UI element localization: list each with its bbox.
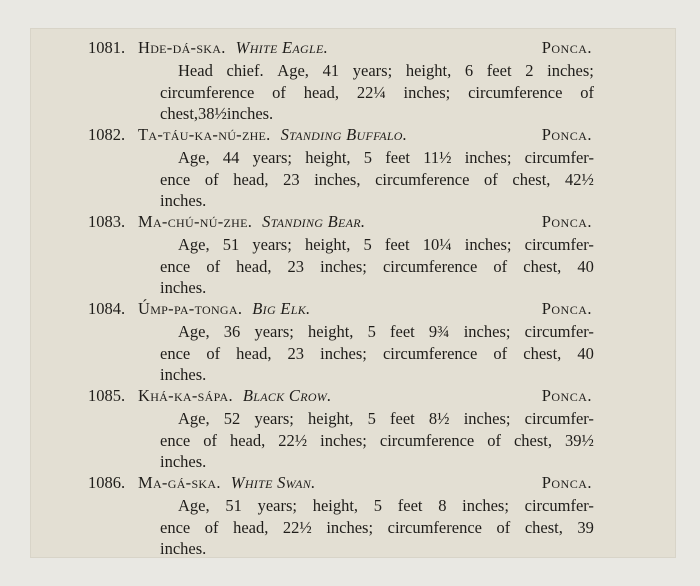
- entry-number: 1083.: [88, 212, 126, 231]
- native-name: Khá-ka-sápa.: [138, 386, 233, 405]
- word: circumference: [160, 82, 255, 102]
- word: inches.: [160, 278, 207, 297]
- word: inches.: [160, 365, 207, 384]
- word: 23: [283, 169, 300, 189]
- word: Age,: [178, 322, 210, 341]
- word: circumference: [382, 343, 478, 363]
- word: 40: [577, 343, 594, 363]
- word: 36: [223, 322, 241, 341]
- description-line: [160, 169, 594, 191]
- entry-name: [138, 299, 310, 319]
- word: chest,: [513, 430, 553, 450]
- word: head,: [303, 82, 339, 102]
- word: inches.: [160, 452, 207, 471]
- word: 8½: [428, 409, 450, 428]
- word: Age,: [178, 496, 210, 515]
- word: inches;: [547, 61, 594, 80]
- word: ence: [160, 169, 191, 189]
- tribe-label: Ponca.: [541, 473, 592, 492]
- description-line: [160, 234, 594, 256]
- word: inches;: [464, 148, 512, 167]
- word: feet: [397, 496, 423, 515]
- description-line: [160, 343, 594, 365]
- entry-description: [160, 408, 594, 473]
- word: 51: [222, 235, 240, 254]
- english-name: White Eagle.: [235, 38, 329, 57]
- entry-description: [160, 234, 594, 299]
- description-line: [160, 408, 594, 430]
- word: inches;: [403, 82, 451, 102]
- word: inches;: [462, 496, 509, 515]
- word: chest,: [524, 517, 563, 537]
- description-line: [160, 147, 594, 169]
- word: 39: [577, 517, 594, 537]
- english-name: Standing Bear.: [262, 212, 366, 231]
- word: 38½: [198, 104, 227, 123]
- catalog-entry: [30, 299, 676, 386]
- word: of: [580, 82, 594, 102]
- word: 9¾: [428, 322, 450, 341]
- word: circumfer-: [524, 409, 594, 428]
- entry-heading: [30, 473, 676, 495]
- description-line: [160, 190, 594, 212]
- word: inches,: [314, 169, 361, 189]
- word: circumfer-: [524, 496, 594, 515]
- word: of: [487, 430, 501, 450]
- description-line: [160, 82, 594, 104]
- word: 40: [577, 256, 594, 276]
- word: 22½: [278, 430, 308, 450]
- description-line: [160, 538, 594, 560]
- word: inches;: [326, 517, 374, 537]
- word: head,: [233, 517, 269, 537]
- entry-heading: [30, 38, 676, 60]
- word: 5: [367, 409, 376, 428]
- description-line: [160, 256, 594, 278]
- word: years;: [352, 61, 393, 80]
- word: 5: [363, 148, 373, 167]
- word: circumfer-: [524, 235, 594, 254]
- word: of: [206, 343, 221, 363]
- entry-number: 1084.: [88, 299, 126, 318]
- description-line: [160, 495, 594, 517]
- word: chest,: [160, 104, 199, 123]
- entry-description: [160, 60, 594, 125]
- entry-heading: [30, 299, 676, 321]
- word: height,: [405, 61, 452, 80]
- entry-number: 1085.: [88, 386, 126, 405]
- entry-number: 1086.: [88, 473, 126, 492]
- word: Age,: [178, 235, 210, 254]
- word: ence: [160, 430, 191, 450]
- word: 51: [225, 496, 242, 515]
- word: 5: [363, 235, 372, 254]
- word: feet: [390, 322, 415, 341]
- word: inches.: [160, 539, 207, 558]
- word: 41: [322, 61, 340, 80]
- word: circumference: [375, 169, 470, 189]
- entry-description: [160, 495, 594, 560]
- native-name: Úmp-pa-tonga.: [138, 299, 243, 318]
- catalog-entry: [30, 38, 676, 125]
- word: 10¼: [422, 235, 452, 254]
- english-name: Standing Buffalo.: [280, 125, 408, 144]
- word: of: [493, 256, 508, 276]
- word: of: [203, 430, 217, 450]
- word: feet: [486, 61, 512, 80]
- word: 5: [373, 496, 383, 515]
- entry-name: [138, 386, 332, 406]
- word: years;: [252, 235, 292, 254]
- word: head,: [233, 169, 269, 189]
- tribe-label: Ponca.: [541, 38, 592, 57]
- entry-name: [138, 212, 365, 232]
- native-name: Ta-táu-ka-nú-zhe.: [138, 125, 271, 144]
- word: head,: [229, 430, 266, 450]
- entry-description: [160, 147, 594, 212]
- word: ence: [160, 256, 191, 276]
- word: height,: [308, 409, 354, 428]
- word: Head: [178, 61, 213, 80]
- word: of: [206, 256, 221, 276]
- word: of: [204, 517, 219, 537]
- description-line: [160, 517, 594, 539]
- word: height,: [304, 235, 351, 254]
- word: ence: [160, 343, 191, 363]
- word: 2: [525, 61, 534, 80]
- word: 52: [223, 409, 241, 428]
- word: Age,: [277, 61, 309, 80]
- word: feet: [384, 235, 410, 254]
- word: 11½: [423, 148, 452, 167]
- word: height,: [312, 496, 359, 515]
- entry-name: [138, 473, 316, 493]
- word: years;: [254, 322, 294, 341]
- word: years;: [257, 496, 297, 515]
- word: height,: [305, 148, 351, 167]
- tribe-label: Ponca.: [541, 212, 592, 231]
- word: 44: [222, 148, 240, 167]
- english-name: Black Crow.: [242, 386, 332, 405]
- tribe-label: Ponca.: [541, 125, 592, 144]
- entry-name: [138, 125, 407, 145]
- entry-name: [138, 38, 328, 58]
- word: circumference: [382, 256, 478, 276]
- word: feet: [390, 409, 415, 428]
- word: 42½: [565, 169, 594, 189]
- word: 22¼: [356, 82, 386, 102]
- word: head,: [236, 256, 272, 276]
- entry-number: 1081.: [88, 38, 126, 57]
- word: 23: [287, 256, 305, 276]
- word: chest,: [512, 169, 551, 189]
- catalog-entry: [30, 386, 676, 473]
- entry-description: [160, 321, 594, 386]
- word: inches;: [320, 343, 367, 363]
- tribe-label: Ponca.: [541, 386, 592, 405]
- catalog-entry: [30, 125, 676, 212]
- word: inches;: [464, 235, 512, 254]
- word: circumfer-: [524, 148, 594, 167]
- description-line: [160, 430, 594, 452]
- word: 8: [438, 496, 447, 515]
- word: years;: [254, 409, 294, 428]
- word: circumference: [468, 82, 563, 102]
- word: inches;: [320, 256, 367, 276]
- word: years;: [252, 148, 292, 167]
- word: of: [272, 82, 286, 102]
- word: of: [496, 517, 511, 537]
- description-line: [160, 277, 594, 299]
- description-line: [160, 451, 594, 473]
- native-name: Hde-dá-ska.: [138, 38, 226, 57]
- word: inches.: [226, 104, 274, 123]
- word: of: [493, 343, 508, 363]
- word: 6: [464, 61, 474, 80]
- entry-heading: [30, 125, 676, 147]
- word: 22½: [282, 517, 312, 537]
- word: Age,: [178, 409, 210, 428]
- word: chest,: [523, 343, 562, 363]
- native-name: Ma-chú-nú-zhe.: [138, 212, 253, 231]
- word: of: [484, 169, 498, 189]
- entry-heading: [30, 386, 676, 408]
- tribe-label: Ponca.: [541, 299, 592, 318]
- word: inches;: [320, 430, 367, 450]
- description-line: [160, 60, 594, 82]
- catalog-page: [30, 28, 676, 558]
- word: chest,: [523, 256, 562, 276]
- description-line: [160, 321, 594, 343]
- description-line: [160, 103, 594, 125]
- word: inches;: [463, 322, 511, 341]
- word: height,: [308, 322, 354, 341]
- english-name: Big Elk.: [252, 299, 311, 318]
- english-name: White Swan.: [230, 473, 316, 492]
- word: 39½: [565, 430, 594, 450]
- word: head,: [236, 343, 272, 363]
- catalog-entry: [30, 473, 676, 560]
- word: chief.: [226, 61, 264, 80]
- word: circumfer-: [524, 322, 594, 341]
- entry-heading: [30, 212, 676, 234]
- description-line: [160, 364, 594, 386]
- word: inches.: [160, 191, 207, 210]
- word: circumference: [379, 430, 475, 450]
- native-name: Ma-gá-ska.: [138, 473, 221, 492]
- word: of: [204, 169, 219, 189]
- word: feet: [385, 148, 410, 167]
- catalog-entry: [30, 212, 676, 299]
- word: ence: [160, 517, 191, 537]
- word: 5: [367, 322, 376, 341]
- word: circumference: [387, 517, 482, 537]
- entry-number: 1082.: [88, 125, 126, 144]
- word: Age,: [178, 148, 210, 167]
- word: inches;: [463, 409, 511, 428]
- word: 23: [287, 343, 305, 363]
